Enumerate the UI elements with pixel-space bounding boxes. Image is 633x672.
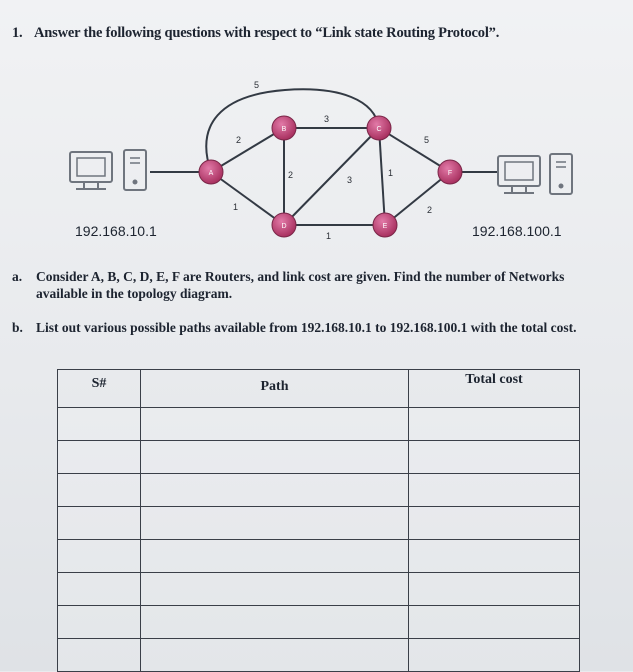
link-E-F bbox=[385, 170, 453, 225]
router-B bbox=[272, 116, 296, 140]
column-header-path: Path bbox=[141, 370, 409, 408]
link-A-D bbox=[208, 170, 284, 225]
right-computer-icon bbox=[498, 154, 572, 194]
question-title bbox=[12, 25, 499, 42]
cost-label: 3 bbox=[324, 114, 330, 124]
cell-serial[interactable] bbox=[58, 573, 141, 606]
cell-path[interactable] bbox=[141, 408, 409, 441]
column-header-total-cost: Total cost bbox=[409, 370, 580, 408]
link-C-E bbox=[379, 128, 385, 225]
cell-path[interactable] bbox=[141, 639, 409, 672]
router-D bbox=[272, 213, 296, 237]
cost-label: 5 bbox=[254, 80, 260, 90]
router-A bbox=[199, 160, 223, 184]
table-row bbox=[58, 441, 580, 474]
column-header-serial: S# bbox=[58, 370, 141, 408]
cost-label: 1 bbox=[388, 168, 394, 178]
table-row bbox=[58, 540, 580, 573]
link-lines bbox=[150, 89, 498, 225]
cell-serial[interactable] bbox=[58, 540, 141, 573]
cell-total-cost[interactable] bbox=[409, 507, 580, 540]
question-number: 1. bbox=[12, 25, 23, 41]
cost-label: 2 bbox=[427, 205, 433, 215]
cell-serial[interactable] bbox=[58, 441, 141, 474]
cost-label: 3 bbox=[347, 175, 353, 185]
network-topology-diagram bbox=[0, 70, 633, 260]
table-header-row bbox=[58, 370, 580, 408]
cost-label: 2 bbox=[236, 135, 242, 145]
table-body bbox=[58, 408, 580, 672]
cost-label: 2 bbox=[288, 170, 294, 180]
table-row bbox=[58, 573, 580, 606]
left-computer-icon bbox=[70, 150, 146, 190]
link-C-F bbox=[379, 128, 450, 172]
cell-serial[interactable] bbox=[58, 474, 141, 507]
question-text: Answer the following questions with respect to “Link state Routing Protocol”. bbox=[34, 25, 500, 41]
router-label: C bbox=[376, 126, 382, 133]
router-label: A bbox=[208, 170, 214, 177]
link-C-D bbox=[281, 126, 382, 225]
router-C bbox=[367, 116, 391, 140]
cell-path[interactable] bbox=[141, 441, 409, 474]
router-E bbox=[373, 213, 397, 237]
link-cost-labels bbox=[233, 80, 432, 241]
paths-cost-table bbox=[57, 369, 580, 672]
cell-path[interactable] bbox=[141, 507, 409, 540]
link-A-B bbox=[211, 128, 284, 172]
router-label: E bbox=[382, 223, 388, 230]
table-row bbox=[58, 507, 580, 540]
cell-total-cost[interactable] bbox=[409, 408, 580, 441]
cell-total-cost[interactable] bbox=[409, 540, 580, 573]
cell-path[interactable] bbox=[141, 573, 409, 606]
sub-question-letter: b. bbox=[12, 320, 23, 335]
table-row bbox=[58, 408, 580, 441]
cell-total-cost[interactable] bbox=[409, 573, 580, 606]
cell-serial[interactable] bbox=[58, 507, 141, 540]
router-F bbox=[438, 160, 462, 184]
sub-question-a bbox=[12, 268, 572, 308]
table-row bbox=[58, 606, 580, 639]
cell-path[interactable] bbox=[141, 540, 409, 573]
cost-label: 5 bbox=[424, 135, 430, 145]
cell-serial[interactable] bbox=[58, 639, 141, 672]
sub-question-b bbox=[12, 319, 592, 359]
sub-question-letter: a. bbox=[12, 269, 23, 284]
cost-label: 1 bbox=[233, 202, 239, 212]
router-label: B bbox=[281, 126, 287, 133]
router-label: D bbox=[281, 223, 287, 230]
cell-path[interactable] bbox=[141, 606, 409, 639]
cell-total-cost[interactable] bbox=[409, 606, 580, 639]
cell-serial[interactable] bbox=[58, 408, 141, 441]
cost-label: 1 bbox=[326, 231, 332, 241]
cell-path[interactable] bbox=[141, 474, 409, 507]
cell-total-cost[interactable] bbox=[409, 474, 580, 507]
table-row bbox=[58, 474, 580, 507]
left-host-ip: 192.168.10.1 bbox=[75, 223, 157, 239]
router-label: F bbox=[447, 170, 453, 177]
cell-total-cost[interactable] bbox=[409, 639, 580, 672]
right-host-ip: 192.168.100.1 bbox=[472, 223, 562, 239]
sub-question-text: List out various possible paths available from 192.168.10.1 to 192.168.100.1 with the total cost. bbox=[36, 320, 577, 335]
table-row bbox=[58, 639, 580, 672]
sub-question-text: Consider A, B, C, D, E, F are Routers, and link cost are given. Find the number of Networks available in the topology diagram. bbox=[36, 269, 565, 301]
cell-total-cost[interactable] bbox=[409, 441, 580, 474]
cell-serial[interactable] bbox=[58, 606, 141, 639]
